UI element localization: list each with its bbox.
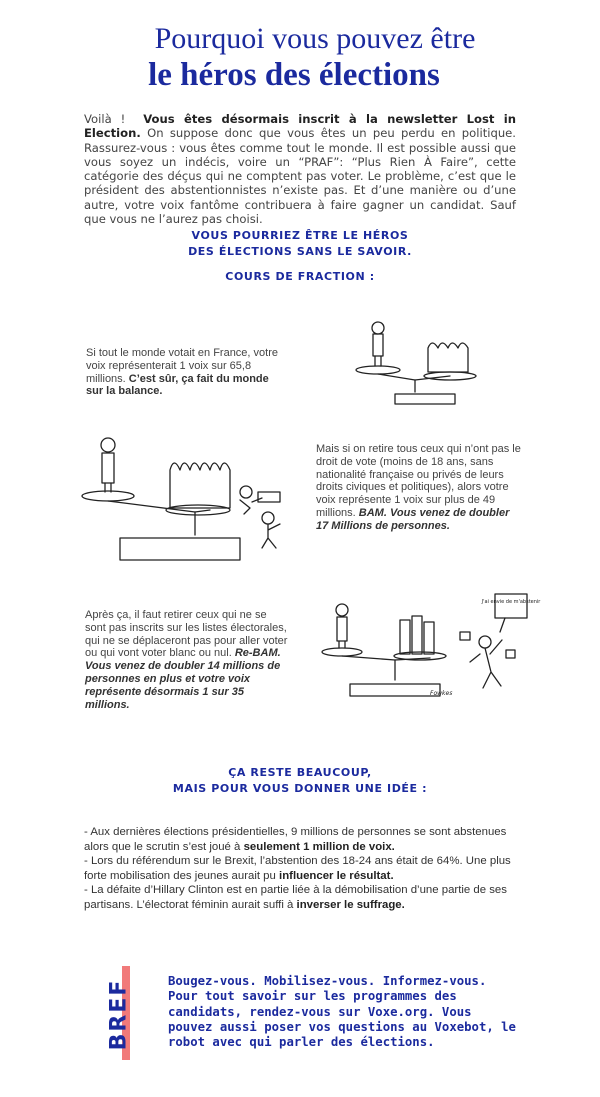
facts-list	[84, 825, 524, 913]
section2-heading-line1: ÇA RESTE BEAUCOUP,	[228, 766, 372, 779]
intro-bold: Vous êtes désormais inscrit à la newsletter Lost in Election.	[84, 112, 516, 141]
intro-opening: Voilà !	[84, 112, 126, 126]
bref-label-block	[102, 966, 132, 1060]
section1-heading	[0, 228, 600, 260]
paragraph-3	[85, 609, 290, 711]
intro-paragraph	[84, 112, 516, 226]
section1-subheading	[0, 269, 600, 285]
section2-heading	[0, 765, 600, 797]
list-item: - Aux dernières élections présidentielles, 9 millions de personnes se sont abstenues alors que le scrutin s’est joué à seulement 1 million de voix.	[84, 826, 507, 853]
paragraph-2-text: Mais si on retire tous ceux qui n’ont pas le droit de vote (moins de 18 ans, sans nationalité française ou privés de leurs droits civiques et politiques), alors votre voix représente 1 voix sur plus de 49 millions.	[316, 443, 521, 519]
balance-illustration-2	[80, 430, 310, 575]
paragraph-3-bold: Re-BAM. Vous venez de doubler 14 millions de personnes en plus et votre voix représente désormais 1 sur 35 millions.	[85, 647, 281, 711]
list-item: - Lors du référendum sur le Brexit, l’abstention des 18-24 ans était de 64%. Une plus forte mobilisation des jeunes aurait pu influencer le résultat.	[84, 855, 511, 882]
bref-body: Bougez-vous. Mobilisez-vous. Informez-vous. Pour tout savoir sur les programmes des candidats, rendez-vous sur Voxe.org. Vous pouvez aussi poser vos questions au Voxebot, le robot avec qui parler des élections.	[168, 974, 516, 1050]
section2-heading-line2: MAIS POUR VOUS DONNER UNE IDÉE :	[165, 781, 435, 797]
section1-subheading-label: COURS DE FRACTION :	[217, 269, 382, 285]
page-title-line1: Pourquoi vous pouvez être	[154, 22, 476, 55]
artist-signature: Fowkes	[430, 690, 453, 697]
balance-illustration-1	[340, 318, 500, 408]
section1-heading-line1: VOUS POURRIEZ ÊTRE LE HÉROS	[191, 229, 409, 242]
paragraph-1-bold: C’est sûr, ça fait du monde sur la balance.	[86, 372, 269, 398]
paragraph-2-bold: BAM. Vous venez de doubler 17 Millions de personnes.	[316, 506, 510, 532]
paragraph-1	[86, 347, 281, 398]
sign-text: J'ai envie de m'abstenir	[481, 599, 541, 605]
page-title-line2: le héros des élections	[148, 57, 440, 93]
paragraph-2	[316, 443, 521, 533]
section1-heading-line2: DES ÉLECTIONS SANS LE SAVOIR.	[188, 245, 412, 258]
balance-illustration-3	[320, 592, 541, 707]
paragraph-3-text: Après ça, il faut retirer ceux qui ne se sont pas inscrits sur les listes électorales, qui ne se déplaceront pas pour aller voter ou qui vont voter blanc ou nul.	[85, 609, 288, 660]
paragraph-1-text: Si tout le monde votait en France, votre voix représenterait 1 voix sur 65,8 millions.	[86, 347, 278, 385]
bref-label: BREF	[106, 978, 132, 1051]
intro-body: On suppose donc que vous êtes un peu perdu en politique. Rassurez-vous : vous êtes comme tout le monde. Il est possible aussi que vous soyez un indécis, voire un “PRAF”: “Plus Rien À Faire”, cette catégorie des déçus qui ne comptent pas voter. Le problème, c’est que le président des abstentionnistes n’existe pas. Et d’une manière ou d’une autre, votre voix fantôme contribuera à faire gagner un candidat. Sauf que vous ne l’aurez pas choisi.	[84, 126, 516, 227]
list-item: - La défaite d’Hillary Clinton est en partie liée à la démobilisation d’une partie de ses partisans. L’électorat féminin aurait suffi à inverser le suffrage.	[84, 884, 507, 911]
